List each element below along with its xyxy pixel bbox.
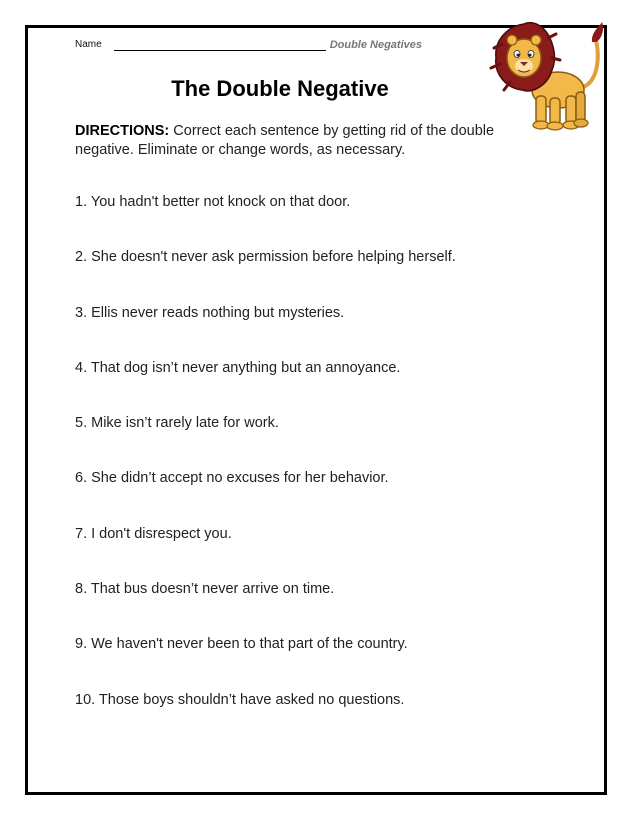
question-item: 7. I don't disrespect you.	[75, 525, 232, 542]
question-list	[75, 193, 595, 746]
page-title: The Double Negative	[171, 76, 389, 101]
question-item: 5. Mike isn’t rarely late for work.	[75, 415, 279, 432]
name-label: Name	[75, 39, 102, 50]
name-row	[75, 38, 422, 51]
question-item: 4. That dog isn’t never anything but an annoyance.	[75, 359, 401, 376]
question-item: 2. She doesn't never ask permission before helping herself.	[75, 249, 456, 266]
question-item: 3. Ellis never reads nothing but mysteries.	[75, 304, 345, 321]
directions	[75, 122, 505, 160]
directions-text: Correct each sentence by getting rid of the double negative. Eliminate or change words, as necessary.	[75, 123, 495, 158]
question-item: 8. That bus doesn’t never arrive on time.	[75, 581, 335, 598]
name-line	[114, 38, 326, 51]
question-item: 9. We haven't never been to that part of the country.	[75, 636, 408, 653]
question-item: 1. You hadn't better not knock on that door.	[75, 194, 351, 210]
worksheet-subject: Double Negatives	[329, 38, 422, 51]
question-item: 6. She didn’t accept no excuses for her behavior.	[75, 470, 389, 487]
question-item: 10. Those boys shouldn’t have asked no questions.	[75, 691, 405, 708]
directions-label: DIRECTIONS:	[75, 123, 170, 139]
